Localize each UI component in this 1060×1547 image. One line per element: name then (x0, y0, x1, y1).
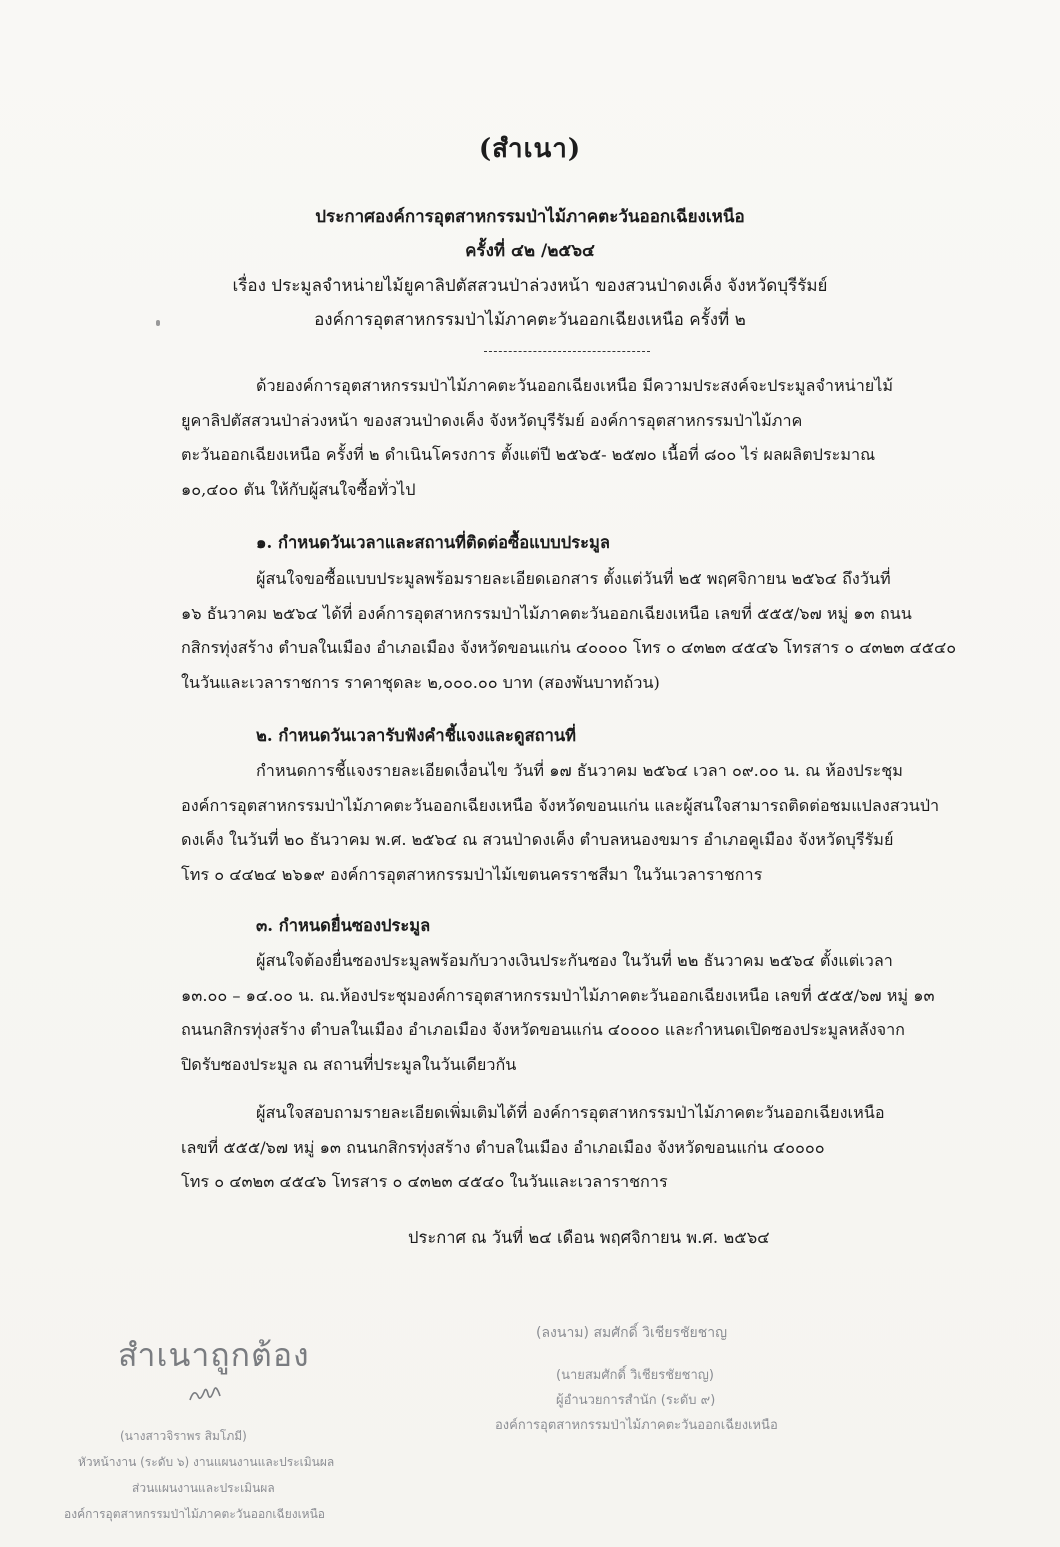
signatory-name: (นายสมศักดิ์ วิเชียรชัยชาญ) (556, 1368, 714, 1383)
inquiry-line: เลขที่ ๕๕๕/๖๗ หมู่ ๑๓ ถนนกสิกรทุ่งสร้าง ตำบลในเมือง อำเภอเมือง จังหวัดขอนแก่น ๔๐๐๐๐ (181, 1137, 825, 1157)
handwritten-initials-icon (186, 1380, 226, 1408)
intro-line: ด้วยองค์การอุตสาหกรรมป่าไม้ภาคตะวันออกเฉียงเหนือ มีความประสงค์จะประมูลจำหน่ายไม้ (256, 376, 894, 395)
announcement-number: ครั้งที่ ๔๒ /๒๕๖๔ (465, 241, 595, 261)
certified-copy-stamp: สำเนาถูกต้อง (118, 1336, 310, 1374)
section-3-body (181, 944, 981, 1082)
intro-line: ยูคาลิปตัสสวนป่าล่วงหน้า ของสวนป่าดงเค็ง จังหวัดบุรีรัมย์ องค์การอุตสาหกรรมป่าไม้ภาค (181, 410, 803, 430)
section-1-line: ในวันและเวลาราชการ ราคาชุดละ ๒,๐๐๐.๐๐ บาท (สองพันบาทถ้วน) (181, 672, 660, 692)
section-3-line: ผู้สนใจต้องยื่นซองประมูลพร้อมกับวางเงินประกันซอง ในวันที่ ๒๒ ธันวาคม ๒๕๖๔ ตั้งแต่เวลา (256, 951, 893, 970)
signatory-organization: องค์การอุตสาหกรรมป่าไม้ภาคตะวันออกเฉียงเหนือ (495, 1418, 778, 1433)
section-2-line: กำหนดการชี้แจงรายละเอียดเงื่อนไข วันที่ ๑๗ ธันวาคม ๒๕๖๔ เวลา ๐๙.๐๐ น. ณ ห้องประชุม (256, 761, 903, 780)
section-1-line: กสิกรทุ่งสร้าง ตำบลในเมือง อำเภอเมือง จังหวัดขอนแก่น ๔๐๐๐๐ โทร ๐ ๔๓๒๓ ๔๕๔๖ โทรสาร ๐ ๔๓๒๓ ๔๕๔๐ (181, 638, 957, 657)
section-1-line: ๑๖ ธันวาคม ๒๕๖๔ ได้ที่ องค์การอุตสาหกรรมป่าไม้ภาคตะวันออกเฉียงเหนือ เลขที่ ๕๕๕/๖๗ หมู่ ๑๓ ถนน (181, 603, 912, 623)
announcement-title: ประกาศองค์การอุตสาหกรรมป่าไม้ภาคตะวันออกเฉียงเหนือ (315, 207, 745, 227)
section-2-line: ดงเค็ง ในวันที่ ๒๐ ธันวาคม พ.ศ. ๒๕๖๔ ณ สวนป่าดงเค็ง ตำบลหนองขมาร อำเภอคูเมือง จังหวัดบุรีรัมย์ (181, 830, 894, 849)
intro-line: ๑๐,๔๐๐ ตัน ให้กับผู้สนใจซื้อทั่วไป (181, 479, 416, 499)
certifier-name: (นางสาวจิราพร สิมโภมี) (120, 1429, 247, 1443)
scan-speck (156, 320, 160, 326)
section-3-line: ถนนกสิกรทุ่งสร้าง ตำบลในเมือง อำเภอเมือง จังหวัดขอนแก่น ๔๐๐๐๐ และกำหนดเปิดซองประมูลหลังจาก (181, 1020, 905, 1039)
inquiry-paragraph (181, 1096, 981, 1200)
certifier-division: ส่วนแผนงานและประเมินผล (132, 1481, 275, 1495)
inquiry-line: ผู้สนใจสอบถามรายละเอียดเพิ่มเติมได้ที่ องค์การอุตสาหกรรมป่าไม้ภาคตะวันออกเฉียงเหนือ (256, 1103, 885, 1122)
certifier-organization: องค์การอุตสาหกรรมป่าไม้ภาคตะวันออกเฉียงเหนือ (64, 1507, 326, 1521)
section-2-line: องค์การอุตสาหกรรมป่าไม้ภาคตะวันออกเฉียงเหนือ จังหวัดขอนแก่น และผู้สนใจสามารถติดต่อชมแปลงสวนป่า (181, 795, 940, 815)
section-3-line: ๑๓.๐๐ – ๑๔.๐๐ น. ณ.ห้องประชุมองค์การอุตสาหกรรมป่าไม้ภาคตะวันออกเฉียงเหนือ เลขที่ ๕๕๕/๖๗ หมู่ ๑๓ (181, 985, 935, 1005)
inquiry-line: โทร ๐ ๔๓๒๓ ๔๕๔๖ โทรสาร ๐ ๔๓๒๓ ๔๕๔๐ ในวันและเวลาราชการ (181, 1172, 668, 1191)
section-2-title: ๒. กำหนดวันเวลารับฟังคำชี้แจงและดูสถานที่ (256, 726, 577, 745)
section-3-title: ๓. กำหนดยื่นซองประมูล (256, 916, 431, 935)
announced-date: ประกาศ ณ วันที่ ๒๔ เดือน พฤศจิกายน พ.ศ. ๒๕๖๔ (408, 1228, 770, 1247)
section-3-line: ปิดรับซองประมูล ณ สถานที่ประมูลในวันเดียวกัน (181, 1054, 517, 1074)
intro-line: ตะวันออกเฉียงเหนือ ครั้งที่ ๒ ดำเนินโครงการ ตั้งแต่ปี ๒๕๖๕- ๒๕๗๐ เนื้อที่ ๘๐๐ ไร่ ผลผลิตประมาณ (181, 445, 876, 464)
certifier-position: หัวหน้างาน (ระดับ ๖) งานแผนงานและประเมินผล (78, 1455, 335, 1469)
intro-paragraph (181, 369, 981, 507)
section-2-line: โทร ๐ ๔๔๒๔ ๒๖๑๙ องค์การอุตสาหกรรมป่าไม้เขตนครราชสีมา ในวันเวลาราชการ (181, 864, 763, 884)
copy-label: (สำเนา) (478, 134, 582, 164)
section-1-title: ๑. กำหนดวันเวลาและสถานที่ติดต่อซื้อแบบประมูล (256, 533, 610, 552)
section-1-body (181, 562, 981, 700)
signatory-position: ผู้อำนวยการสำนัก (ระดับ ๙) (556, 1393, 716, 1408)
announcement-subject: เรื่อง ประมูลจำหน่ายไม้ยูคาลิปตัสสวนป่าล่วงหน้า ของสวนป่าดงเค็ง จังหวัดบุรีรัมย์ (232, 276, 828, 296)
signed-line: (ลงนาม) สมศักดิ์ วิเชียรชัยชาญ (536, 1325, 727, 1341)
dashed-divider (484, 351, 650, 352)
section-1-line: ผู้สนใจขอซื้อแบบประมูลพร้อมรายละเอียดเอกสาร ตั้งแต่วันที่ ๒๕ พฤศจิกายน ๒๕๖๔ ถึงวันที่ (256, 569, 891, 588)
section-2-body (181, 754, 981, 892)
announcement-subject-continued: องค์การอุตสาหกรรมป่าไม้ภาคตะวันออกเฉียงเหนือ ครั้งที่ ๒ (314, 310, 746, 330)
